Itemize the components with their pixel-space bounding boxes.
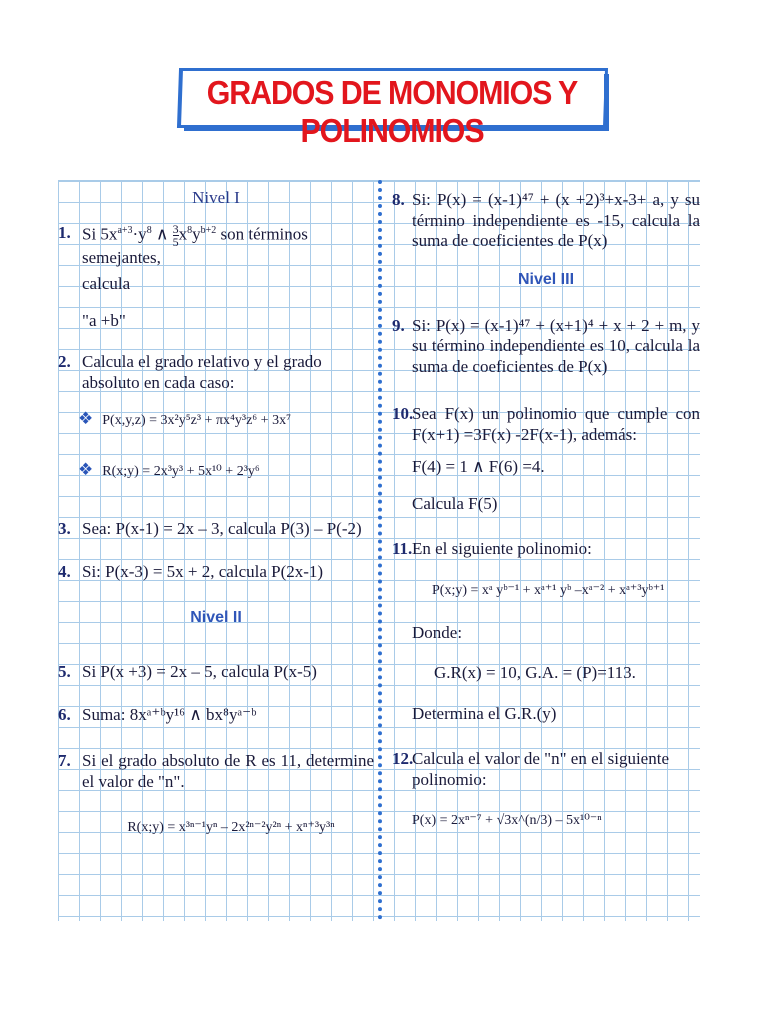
- right-column: [392, 186, 700, 829]
- problem-5: 5. Si P(x +3) = 2x – 5, calcula P(x-5): [58, 661, 317, 681]
- problem-12-formula: P(x) = 2xⁿ⁻⁷ + √3x^(n/3) – 5x¹⁰⁻ⁿ: [412, 813, 602, 829]
- problem-11-formula: P(x;y) = xᵃ yᵇ⁻¹ + xᵃ⁺¹ yᵇ –xᵃ⁻² + xᵃ⁺³yᵇ⁺¹: [432, 582, 665, 598]
- fraction: $\frac{3}{5}$: [172, 221, 179, 249]
- left-column: [58, 186, 374, 836]
- column-divider: [378, 180, 382, 920]
- diamond-bullet-icon: ❖: [78, 409, 94, 429]
- problem-3: 3. Sea: P(x-1) = 2x – 3, calcula P(3) – P(-2): [58, 518, 362, 538]
- problem-7: 7. Si el grado absoluto de R es 11, determine el valor de "n".: [58, 751, 374, 792]
- problem-7-formula: R(x;y) = x³ⁿ⁻¹yⁿ – 2x²ⁿ⁻²y²ⁿ + xⁿ⁺³y³ⁿ: [127, 819, 335, 835]
- problem-11: 11. En el siguiente polinomio: P(x;y) = xᵃ yᵇ⁻¹ + xᵃ⁺¹ yᵇ –xᵃ⁻² + xᵃ⁺³yᵇ⁺¹ Donde: G.R(x) = 10, G.A. = (P)=113. Determina el G.R.(y): [392, 539, 700, 725]
- title-banner: [178, 68, 606, 149]
- problem-8: 8. Si: P(x) = (x-1)⁴⁷ + (x +2)³+x-3+ a, y su término independiente es -15, calcula la suma de coeficientes de P(x): [392, 190, 700, 251]
- page-title: GRADOS DE MONOMIOS Y POLINOMIOS: [206, 74, 578, 149]
- problem-12: 12. Calcula el valor de "n" en el siguiente polinomio: P(x) = 2xⁿ⁻⁷ + √3x^(n/3) – 5x¹⁰⁻ⁿ: [392, 749, 700, 830]
- problem-6: 6. Suma: 8xᵃ⁺ᵇy¹⁶ ∧ bx⁸yᵃ⁻ᵇ: [58, 704, 257, 724]
- problem-1: 1. Si $5x^{a+3}\cdot y^8$ ∧ $\frac{3}{5}$ $x^8y^{b+2}$ son términos semejantes, calcula "a +b": [58, 221, 308, 331]
- diamond-bullet-icon: ❖: [78, 460, 94, 480]
- problem-10: 10. Sea F(x) un polinomio que cumple con F(x+1) =3F(x) -2F(x-1), además: F(4) = 1 ∧ F(6) =4. Calcula F(5): [392, 403, 700, 514]
- problem-number: 1.: [58, 222, 71, 242]
- level-3-heading: Nivel III: [517, 271, 575, 289]
- problem-9: 9. Si: P(x) = (x-1)⁴⁷ + (x+1)⁴ + x + 2 + m, y su término independiente es 10, calcula la suma de coeficientes de P(x): [392, 315, 700, 377]
- level-1-heading: Nivel I: [192, 188, 240, 207]
- problem-2b: ❖ R(x;y) = 2x³y³ + 5x¹⁰ + 2³y⁶: [78, 460, 260, 480]
- problem-4: 4. Si: P(x-3) = 5x + 2, calcula P(2x-1): [58, 561, 324, 581]
- problem-2: 2. Calcula el grado relativo y el grado absoluto en cada caso:: [58, 351, 322, 392]
- level-2-heading: Nivel II: [190, 609, 242, 627]
- problem-2a: ❖ P(x,y,z) = 3x²y⁵z³ + πx⁴y³z⁶ + 3x⁷: [78, 409, 291, 429]
